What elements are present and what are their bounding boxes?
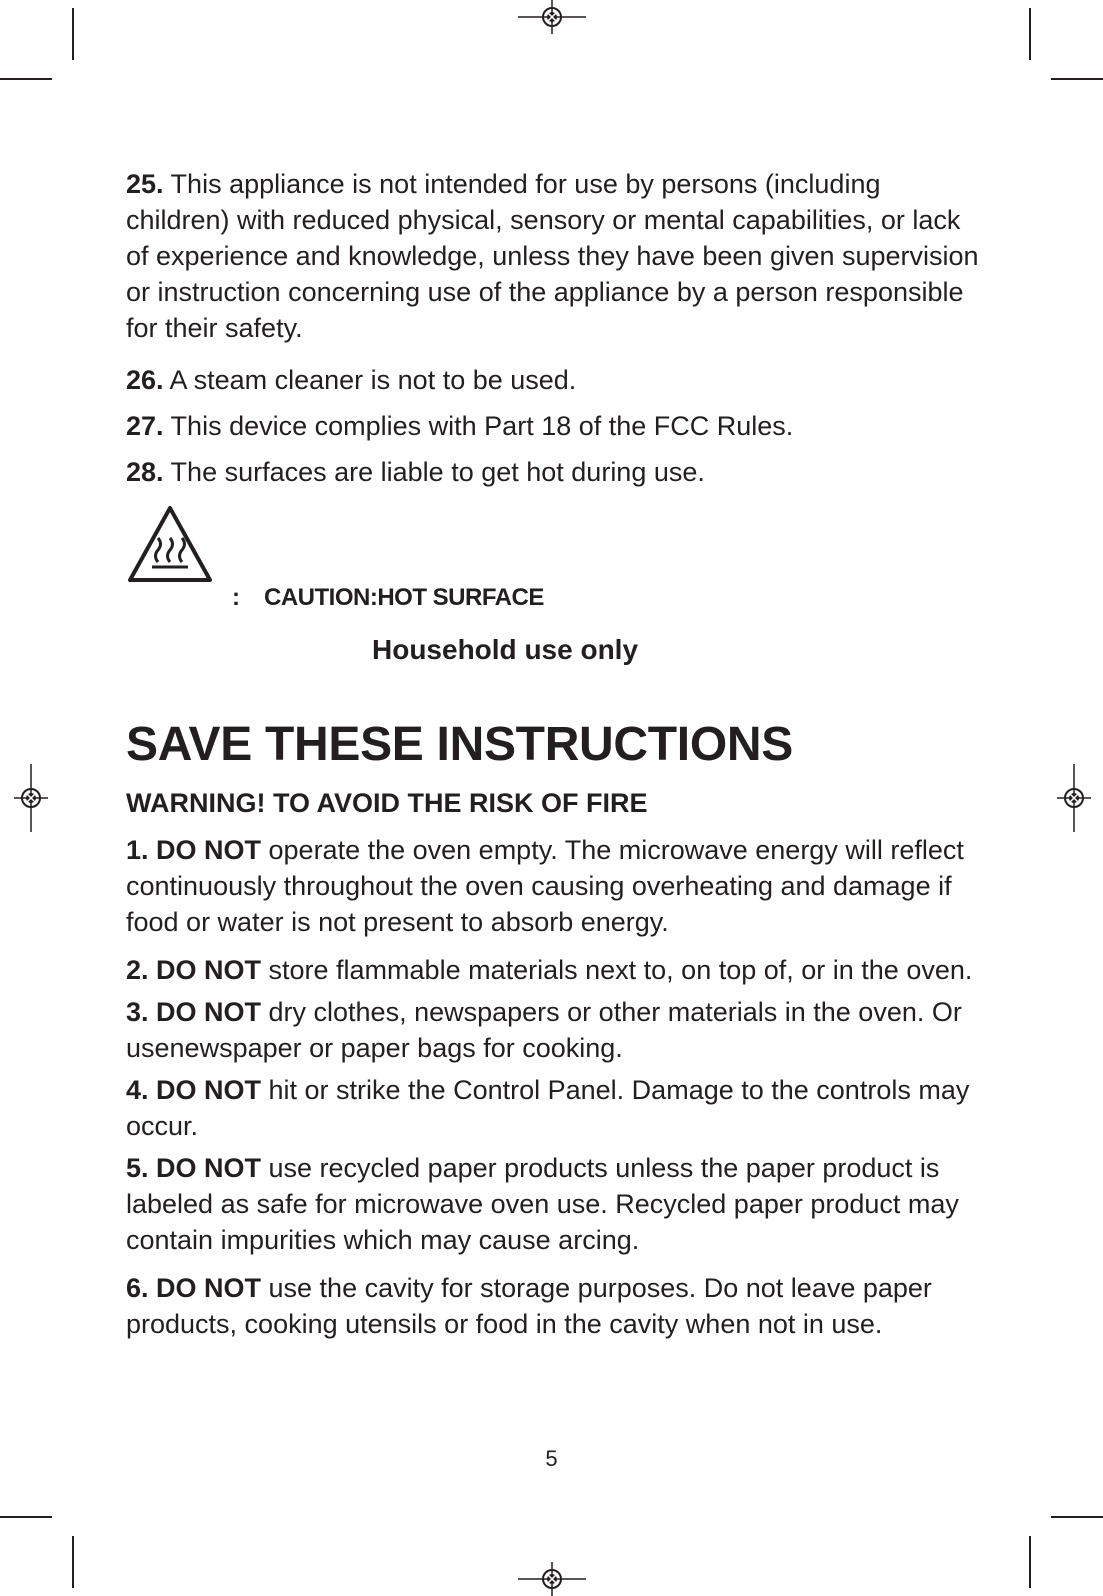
item-text: The surfaces are liable to get hot during use. [163, 457, 705, 487]
safety-item-27 [126, 408, 986, 444]
rule-text: dry clothes, newspapers or other materials in the oven. Or usenewspaper or paper bags for cooking. [126, 997, 962, 1063]
rule-item-3 [126, 994, 986, 1066]
crop-mark [1029, 1536, 1031, 1588]
safety-item-28 [126, 454, 986, 490]
item-number: 25. [126, 169, 164, 199]
item-number: 26. [126, 365, 164, 395]
crop-mark [72, 8, 74, 60]
caution-colon: : [232, 584, 240, 611]
warning-heading: WARNING! TO AVOID THE RISK OF FIRE [126, 788, 648, 818]
rule-number: 5. DO NOT [126, 1153, 262, 1183]
caution-label: CAUTION:HOT SURFACE [264, 584, 544, 611]
safety-item-25 [126, 166, 986, 346]
item-text: This appliance is not intended for use by persons (including children) with reduced physical, sensory or mental capabilities, or lack of experience and knowledge, unless they have been given supervision or instruction concerning use of the appliance by a person responsible for their safety. [126, 169, 979, 343]
safety-item-26 [126, 362, 986, 398]
rule-text: use the cavity for storage purposes. Do not leave paper products, cooking utensils or food in the cavity when not in use. [126, 1273, 932, 1339]
item-number: 28. [126, 457, 164, 487]
crop-mark [0, 1516, 52, 1518]
rule-text: operate the oven empty. The microwave energy will reflect continuously throughout the oven causing overheating and damage if food or water is not present to absorb energy. [126, 835, 964, 937]
page-content [126, 166, 986, 1354]
registration-mark-icon [14, 764, 48, 832]
rule-text: store flammable materials next to, on top of, or in the oven. [261, 955, 973, 985]
rule-number: 3. DO NOT [126, 997, 262, 1027]
crop-mark [1029, 8, 1031, 60]
rule-number: 6. DO NOT [126, 1273, 262, 1303]
rule-number: 2. DO NOT [126, 955, 262, 985]
item-text: A steam cleaner is not to be used. [163, 365, 577, 395]
rule-item-2 [126, 952, 986, 988]
page-number: 5 [545, 1446, 558, 1471]
rule-item-4 [126, 1072, 986, 1144]
registration-mark-icon [518, 0, 586, 34]
crop-mark [1051, 1516, 1103, 1518]
crop-mark [1051, 78, 1103, 80]
rule-text: use recycled paper products unless the paper product is labeled as safe for microwave oven use. Recycled paper product may contain impurities which may cause arcing. [126, 1153, 959, 1255]
item-number: 27. [126, 411, 164, 441]
item-text: This device complies with Part 18 of the FCC Rules. [163, 411, 794, 441]
rule-number: 4. DO NOT [126, 1075, 262, 1105]
rule-item-6 [126, 1270, 986, 1342]
hot-surface-warning-icon [126, 504, 214, 584]
household-use-note: Household use only [372, 634, 639, 665]
crop-mark [72, 1536, 74, 1588]
rule-text: hit or strike the Control Panel. Damage to the controls may occur. [126, 1075, 970, 1141]
caution-block [126, 504, 986, 614]
rule-item-1 [126, 832, 986, 940]
crop-mark [0, 78, 52, 80]
rule-item-5 [126, 1150, 986, 1258]
rule-number: 1. DO NOT [126, 835, 262, 865]
registration-mark-icon [518, 1562, 586, 1596]
registration-mark-icon [1057, 764, 1091, 832]
page-title: SAVE THESE INSTRUCTIONS [126, 718, 793, 771]
